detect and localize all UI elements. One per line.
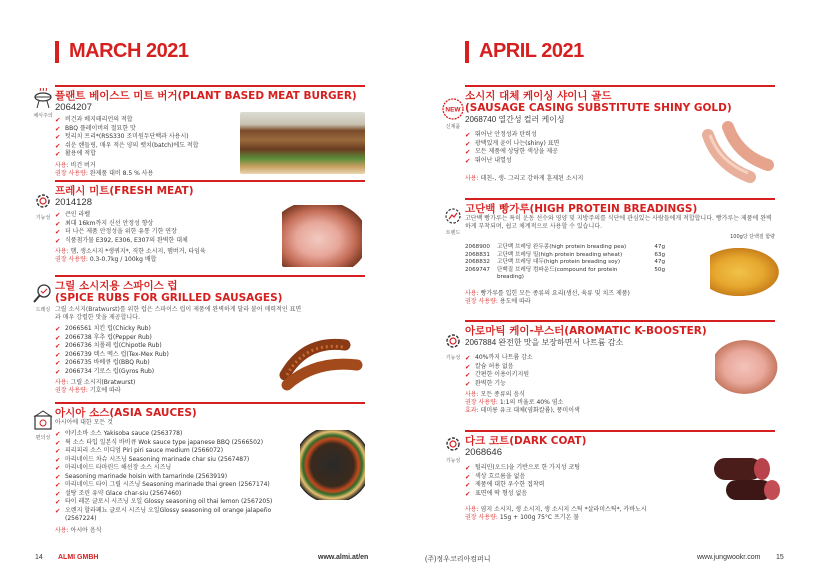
table-cell-name: 고단백 브레딩 완두콩(high protein breading pea) (497, 244, 627, 250)
convenience-house-icon (28, 410, 58, 441)
usage-label: 사용: (55, 161, 69, 169)
product-title: 플랜트 베이스드 미트 버거(PLANT BASED MEAT BURGER) (55, 90, 357, 102)
dosage-label: 권장 사용량: (55, 256, 88, 263)
page-heading-title: MARCH 2021 (69, 40, 189, 62)
search-magnifier-icon (28, 282, 58, 313)
usage-text: 햄, 생소시지 *생퀴지*, 직한 소시지, 햄버거, 타임육 (68, 248, 206, 255)
feature-item: ✔ 색상 흐르름을 없음 (465, 473, 655, 482)
icon-label: 기능성 (35, 215, 51, 221)
feature-item: ✔ 뛰어난 내열성 (465, 157, 655, 166)
product-title: 소시지 대체 케이싱 샤이니 골드 (465, 90, 612, 102)
section-rule (55, 85, 365, 87)
icon-label: 신제품 (445, 124, 461, 130)
product-code: 2014128 (55, 197, 92, 208)
dosage-label: 권장 사용량: (465, 297, 498, 305)
feature-item: ✔ 2066734 기로스 럽(Gyros Rub) (55, 368, 225, 377)
feature-item: ✔ 제품에 대한 우수한 접착력 (465, 481, 655, 490)
usage-text: 염지 소시지, 생 소시지, 생 소시지 스틱 *살라미스틱*, 카바노시 (478, 506, 647, 513)
page-heading-march (55, 40, 188, 63)
gear-icon (438, 330, 468, 361)
product-title: 프레시 미트(FRESH MEAT) (55, 185, 194, 197)
feature-item: ✔ 오렌지 할라페뇨 글로시 시즈닝 오일Glossy seasoning oil orange jalapeño (2567224) (55, 507, 295, 524)
feature-item: ✔ 2066561 치킨 럽(Chicky Rub) (55, 325, 225, 334)
feature-list (55, 116, 235, 159)
usage-text: 아시아 음식 (68, 526, 102, 534)
product-title-en: (SPICE RUBS FOR GRILLED SAUSAGES) (55, 292, 283, 304)
section-rule (465, 198, 775, 200)
table-cell-name: 단백질 브레딩 컴파운드(compound for protein breading) (497, 266, 618, 280)
sausage-photo (275, 330, 365, 392)
icon-label: 트렌드 (445, 230, 461, 236)
dosage-label: 권장 사용량: (465, 514, 498, 521)
dosage-text: 15g + 100g 75°C 프기온 물 (497, 514, 580, 521)
product-description: 고단백 빵가루는 특히 운동 선수와 영양 및 지방주의를 식단에 관심있는 사람들에게 적합합니다. 빵가루는 제품에 완벽하게 부착되며, 쉽고 체계적으로 사용할 수 있습니다. (465, 215, 772, 230)
burger-photo (240, 112, 365, 174)
feature-item: ✔ 마리네이드 타이 그릴 시즈닝 Seasoning marinade thai green (2567174) (55, 481, 295, 490)
icon-label: 채식주의 (33, 113, 53, 119)
dosage-text: 0.3-0.7kg / 100kg 배합 (87, 256, 157, 263)
product-description: 그릴 소시지(Bratwurst)를 위한 럽은 스파이스 럽이 제품에 완벽하게 달라 붙어 매력적인 표면과 매우 강렬한 맛을 제공합니다. (55, 306, 302, 321)
usage-label: 사용: (465, 175, 479, 182)
section-rule (55, 180, 365, 182)
usage-label: 사용: (55, 379, 69, 386)
dosage-text: 완제품 대비 8.5 % 사용 (87, 169, 154, 177)
dosage-label: 권장 사용량: (55, 387, 88, 394)
feature-item: ✔ 큰인 라벨 (55, 211, 255, 220)
dosage-text: 용도에 따라 (497, 297, 531, 305)
table-cell-name: 고단백 브레딩 대두(high protein breading soy) (497, 259, 621, 265)
product-title-en: (SAUSAGE CASING SUBSTITUTE SHINY GOLD) (465, 102, 732, 114)
salami-photo (710, 448, 782, 506)
heading-accent-bar (465, 41, 469, 63)
section-rule (55, 275, 365, 277)
product-title: 고단백 빵가루(HIGH PROTEIN BREADINGS) (465, 203, 698, 215)
section-rule (465, 430, 775, 432)
feature-item: ✔ 2066735 바베큐 럽(BBQ Rub) (55, 359, 225, 368)
vegetarian-grill-icon (28, 88, 58, 119)
table-cell-code: 2068900 (465, 244, 490, 250)
product-title: 아시아 소스(ASIA SAUCES) (55, 407, 197, 419)
right-page (410, 0, 820, 580)
feature-list (465, 131, 655, 165)
usage-label: 사용: (465, 289, 479, 297)
dosage-label: 권장 사용량: (55, 169, 88, 177)
feature-item: ✔ 더 나은 제품 안정성을 위한 유통 기한 연장 (55, 228, 255, 237)
table-cell-code: 2068832 (465, 259, 490, 265)
table-cell-weight: 63g (654, 251, 665, 258)
usage-text: 그릴 소시지(Bratwurst) (68, 379, 136, 386)
feature-item: ✔ 타이 레몬 글로시 시즈닝 오일 Glossy seasoning oil thai lemon (2567205) (55, 498, 295, 507)
breading-table (465, 244, 665, 282)
table-cell-code: 2068831 (465, 251, 490, 258)
feature-list (465, 354, 655, 388)
feature-list (55, 325, 225, 376)
feature-item: ✔ 2066738 후추 럽(Pepper Rub) (55, 334, 225, 343)
usage-info (465, 506, 775, 522)
product-code: 2068740 열간성 컬러 케이싱 (465, 115, 565, 124)
breaded-food-photo (710, 246, 782, 298)
feature-item: ✔ 비건과 베지테리언의 적합 (55, 116, 235, 125)
noodle-dish-photo (300, 430, 365, 500)
feature-item: ✔ 텃리치 프리*(RSS330 조미원두단백과 사용시) (55, 133, 235, 142)
feature-item: ✔ 모든 제품에 상당한 색상을 제공 (465, 148, 655, 157)
usage-label: 사용: (465, 391, 479, 398)
icon-label: 편의성 (35, 435, 51, 441)
sausage-casing-photo (690, 115, 780, 185)
feature-item: ✔ 식품첨가물 E392, E306, E307의 완벽한 대체 (55, 237, 255, 246)
page-heading-april (465, 40, 584, 63)
product-code: 2068646 (465, 447, 502, 458)
dosage-text: 기호에 따라 (87, 387, 121, 394)
new-badge-text: NEW (445, 106, 461, 114)
table-cell-weight: 47g (654, 244, 665, 250)
usage-info (55, 527, 365, 535)
footer-company: (주)정우코리아컴퍼니 (425, 556, 491, 563)
feature-item: ✔ 표면에 딱 형성 없음 (465, 490, 655, 499)
feature-list (55, 211, 255, 245)
feature-item: ✔ 마리네이드 차슈 시즈닝 Seasoning marinade char siu (2567487) (55, 456, 295, 465)
table-note: 100g당 단백질 함량 (730, 234, 775, 240)
product-code: 2064207 (55, 102, 92, 113)
product-title: 다크 코트(DARK COAT) (465, 435, 587, 447)
section-rule (465, 85, 775, 87)
product-title: 그릴 소시지용 스파이스 럽 (55, 280, 178, 292)
footer-brand: ALMI GMBH (58, 554, 99, 561)
feature-item: ✔ 마리네이드 타마린드 해선장 소스 시즈닝 (55, 464, 295, 473)
table-row (465, 259, 665, 267)
usage-label: 사용: (55, 248, 69, 255)
table-row (465, 244, 665, 252)
feature-item: ✔ 완벽한 기능 (465, 380, 655, 389)
feature-item: ✔ 활용에 적합 (55, 150, 235, 159)
feature-item: ✔ 쉬운 핸들링, 매우 적은 양의 뱃치(batch)에도 적합 (55, 142, 235, 151)
table-cell-name: 고단백 브레딩 밀(high protein breading wheat) (497, 251, 623, 258)
effect-label: 효과: (465, 407, 479, 414)
usage-text: 모든 종류의 음식 (478, 391, 525, 398)
icon-label: 기능성 (445, 355, 461, 361)
feature-item: ✔ 설탕 조린 유약 Glace char-siu (2567460) (55, 490, 295, 499)
dosage-label: 권장 사용량: (465, 399, 498, 406)
feature-item: ✔ 야키소바 소스 Yakisoba sauce (2563778) (55, 430, 295, 439)
usage-text: 데친-, 생- 그리고 강하게 훈제된 소시지 (478, 175, 584, 182)
feature-item: ✔ Seasoning marinade hoisin with tamarinde (2563919) (55, 473, 295, 482)
table-row (465, 267, 665, 282)
effect-text: 데미릉 유크 대체(염화칼륨), 풍미이색 (478, 407, 580, 414)
table-row (465, 252, 665, 260)
feature-item: ✔ 피리피리 소스 미디엄 Piri piri sauce medium (2566072) (55, 447, 295, 456)
icon-label: 드레싱 (35, 307, 51, 313)
page-footer (0, 548, 820, 568)
section-rule (465, 320, 775, 322)
feature-item: ✔ 2066736 치폴레 럽(Chipotle Rub) (55, 342, 225, 351)
footer-url-almi[interactable]: www.almi.at/en (318, 554, 369, 561)
usage-label: 사용: (55, 526, 69, 534)
feature-list (55, 430, 295, 524)
usage-text: 빵가루를 입힌 모든 종류의 요리(생선, 육류 및 치즈 제품) (478, 289, 630, 297)
feature-item: ✔ 2066739 텍스 멕스 럽(Tex-Mex Rub) (55, 351, 225, 360)
feature-item: ✔ 뛰어난 안정성과 탄력성 (465, 131, 655, 140)
gear-icon (438, 433, 468, 464)
footer-url-jungwoo[interactable]: www.jungwookr.com (697, 554, 761, 561)
feature-item: ✔ 칼슘 허용 없음 (465, 363, 655, 372)
trend-search-icon (438, 205, 468, 236)
usage-text: 비건 버거 (68, 161, 96, 169)
table-cell-code: 2069747 (465, 266, 490, 273)
feature-list (465, 464, 655, 498)
feature-item: ✔ 웍 소스 타입 일본식 바비큐 Wok sauce type japanese BBQ (2566502) (55, 439, 295, 448)
product-code: 2067884 완전한 맛을 보장하면서 나트륨 감소 (465, 338, 624, 347)
table-cell-weight: 50g (654, 266, 665, 273)
feature-item: ✔ 40%까지 나트륨 감소 (465, 354, 655, 363)
section-rule (55, 402, 365, 404)
right-page-number: 15 (776, 554, 784, 561)
ham-photo (282, 205, 362, 267)
page-heading-title: APRIL 2021 (479, 40, 584, 62)
heading-accent-bar (55, 41, 59, 63)
table-cell-weight: 47g (654, 259, 665, 265)
product-title: 아로마틱 케이-부스터(AROMATIC K-BOOSTER) (465, 325, 707, 337)
dosage-text: 1:1의 비율로 40% 염소 (497, 399, 564, 406)
left-page-number: 14 (35, 554, 43, 561)
feature-item: ✔ 털리민(오드)을 기반으로 한 가지성 코팅 (465, 464, 655, 473)
feature-item: ✔ 간편한 이용이키지원 (465, 371, 655, 380)
product-description: 아시아에 대한 모든 것 (55, 419, 113, 426)
new-badge-icon (438, 97, 468, 130)
ham-photo (715, 338, 780, 396)
feature-item: ✔ BBQ 플레이버의 절묘한 맛 (55, 125, 235, 134)
feature-item: ✔ 광택있게 윤이 나는(shiny) 표면 (465, 140, 655, 149)
usage-label: 사용: (465, 506, 479, 513)
feature-item: ✔ 최대 16km까지 신선 안정성 향상 (55, 220, 255, 229)
gear-icon (28, 190, 58, 221)
icon-label: 기능성 (445, 458, 461, 464)
